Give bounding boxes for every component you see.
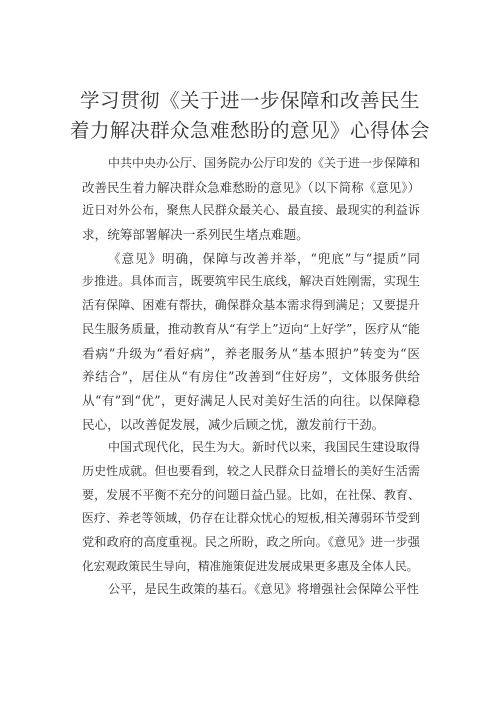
body-line: 养结合”，居住从“有房住”改善到“住好房”，文体服务供给 <box>82 369 420 385</box>
body-line: 中国式现代化，民生为大。新时代以来，我国民生建设取得 <box>108 440 421 455</box>
body-line: 求，统筹部署解决一系列民生堵点难题。 <box>82 227 309 243</box>
document-title-line-2: 着力解决群众急难愁盼的意见》心得体会 <box>69 119 430 142</box>
document-body <box>82 152 420 602</box>
body-line: 改善民生着力解决群众急难愁盼的意见》（以下简称《意见》） <box>82 179 420 195</box>
body-line: 步推进。具体而言，既要筑牢民生底线，解决百姓刚需，实现生 <box>82 274 420 289</box>
body-line: 医疗、养老等领域，仍存在让群众忧心的短板,相关薄弱环节受到 <box>82 511 420 526</box>
body-line: 活有保障、困难有帮扶，确保群众基本需求得到满足；又要提升 <box>82 298 420 313</box>
body-line: 中共中央办公厅、国务院办公厅印发的《关于进一步保障和 <box>108 156 421 170</box>
body-line: 民生服务质量，推动教育从“有学上”迈向“上好学”，医疗从“能 <box>82 321 420 336</box>
body-line: 近日对外公布，聚焦人民群众最关心、最直接、最现实的利益诉 <box>82 203 420 218</box>
document-title-line-1: 学习贯彻《关于进一步保障和改善民生 <box>79 89 420 112</box>
body-line: 化宏观政策民生导向，精准施策促进发展成果更多惠及全体人民。 <box>82 558 419 573</box>
body-line: 从“有”到“优”，更好满足人民对美好生活的向往。以保障稳 <box>82 392 420 408</box>
body-line: 民心，以改善促发展，减少后顾之忧，激发前行干劲。 <box>82 416 385 432</box>
body-line: 党和政府的高度重视。民之所盼，政之所向。《意见》进一步强 <box>82 535 420 549</box>
body-line: 要，发展不平衡不充分的问题日益凸显。比如，在社保、教育、 <box>82 487 420 502</box>
body-line: 《意见》明确，保障与改善并举，“兜底”与“提质”同 <box>108 250 420 266</box>
body-line: 历史性成就。但也要看到，较之人民群众日益增长的美好生活需 <box>82 463 420 478</box>
body-line: 看病”升级为“看好病”，养老服务从“基本照护”转变为“医 <box>82 345 420 361</box>
body-line: 公平，是民生政策的基石。《意见》将增强社会保障公平性 <box>108 582 419 597</box>
